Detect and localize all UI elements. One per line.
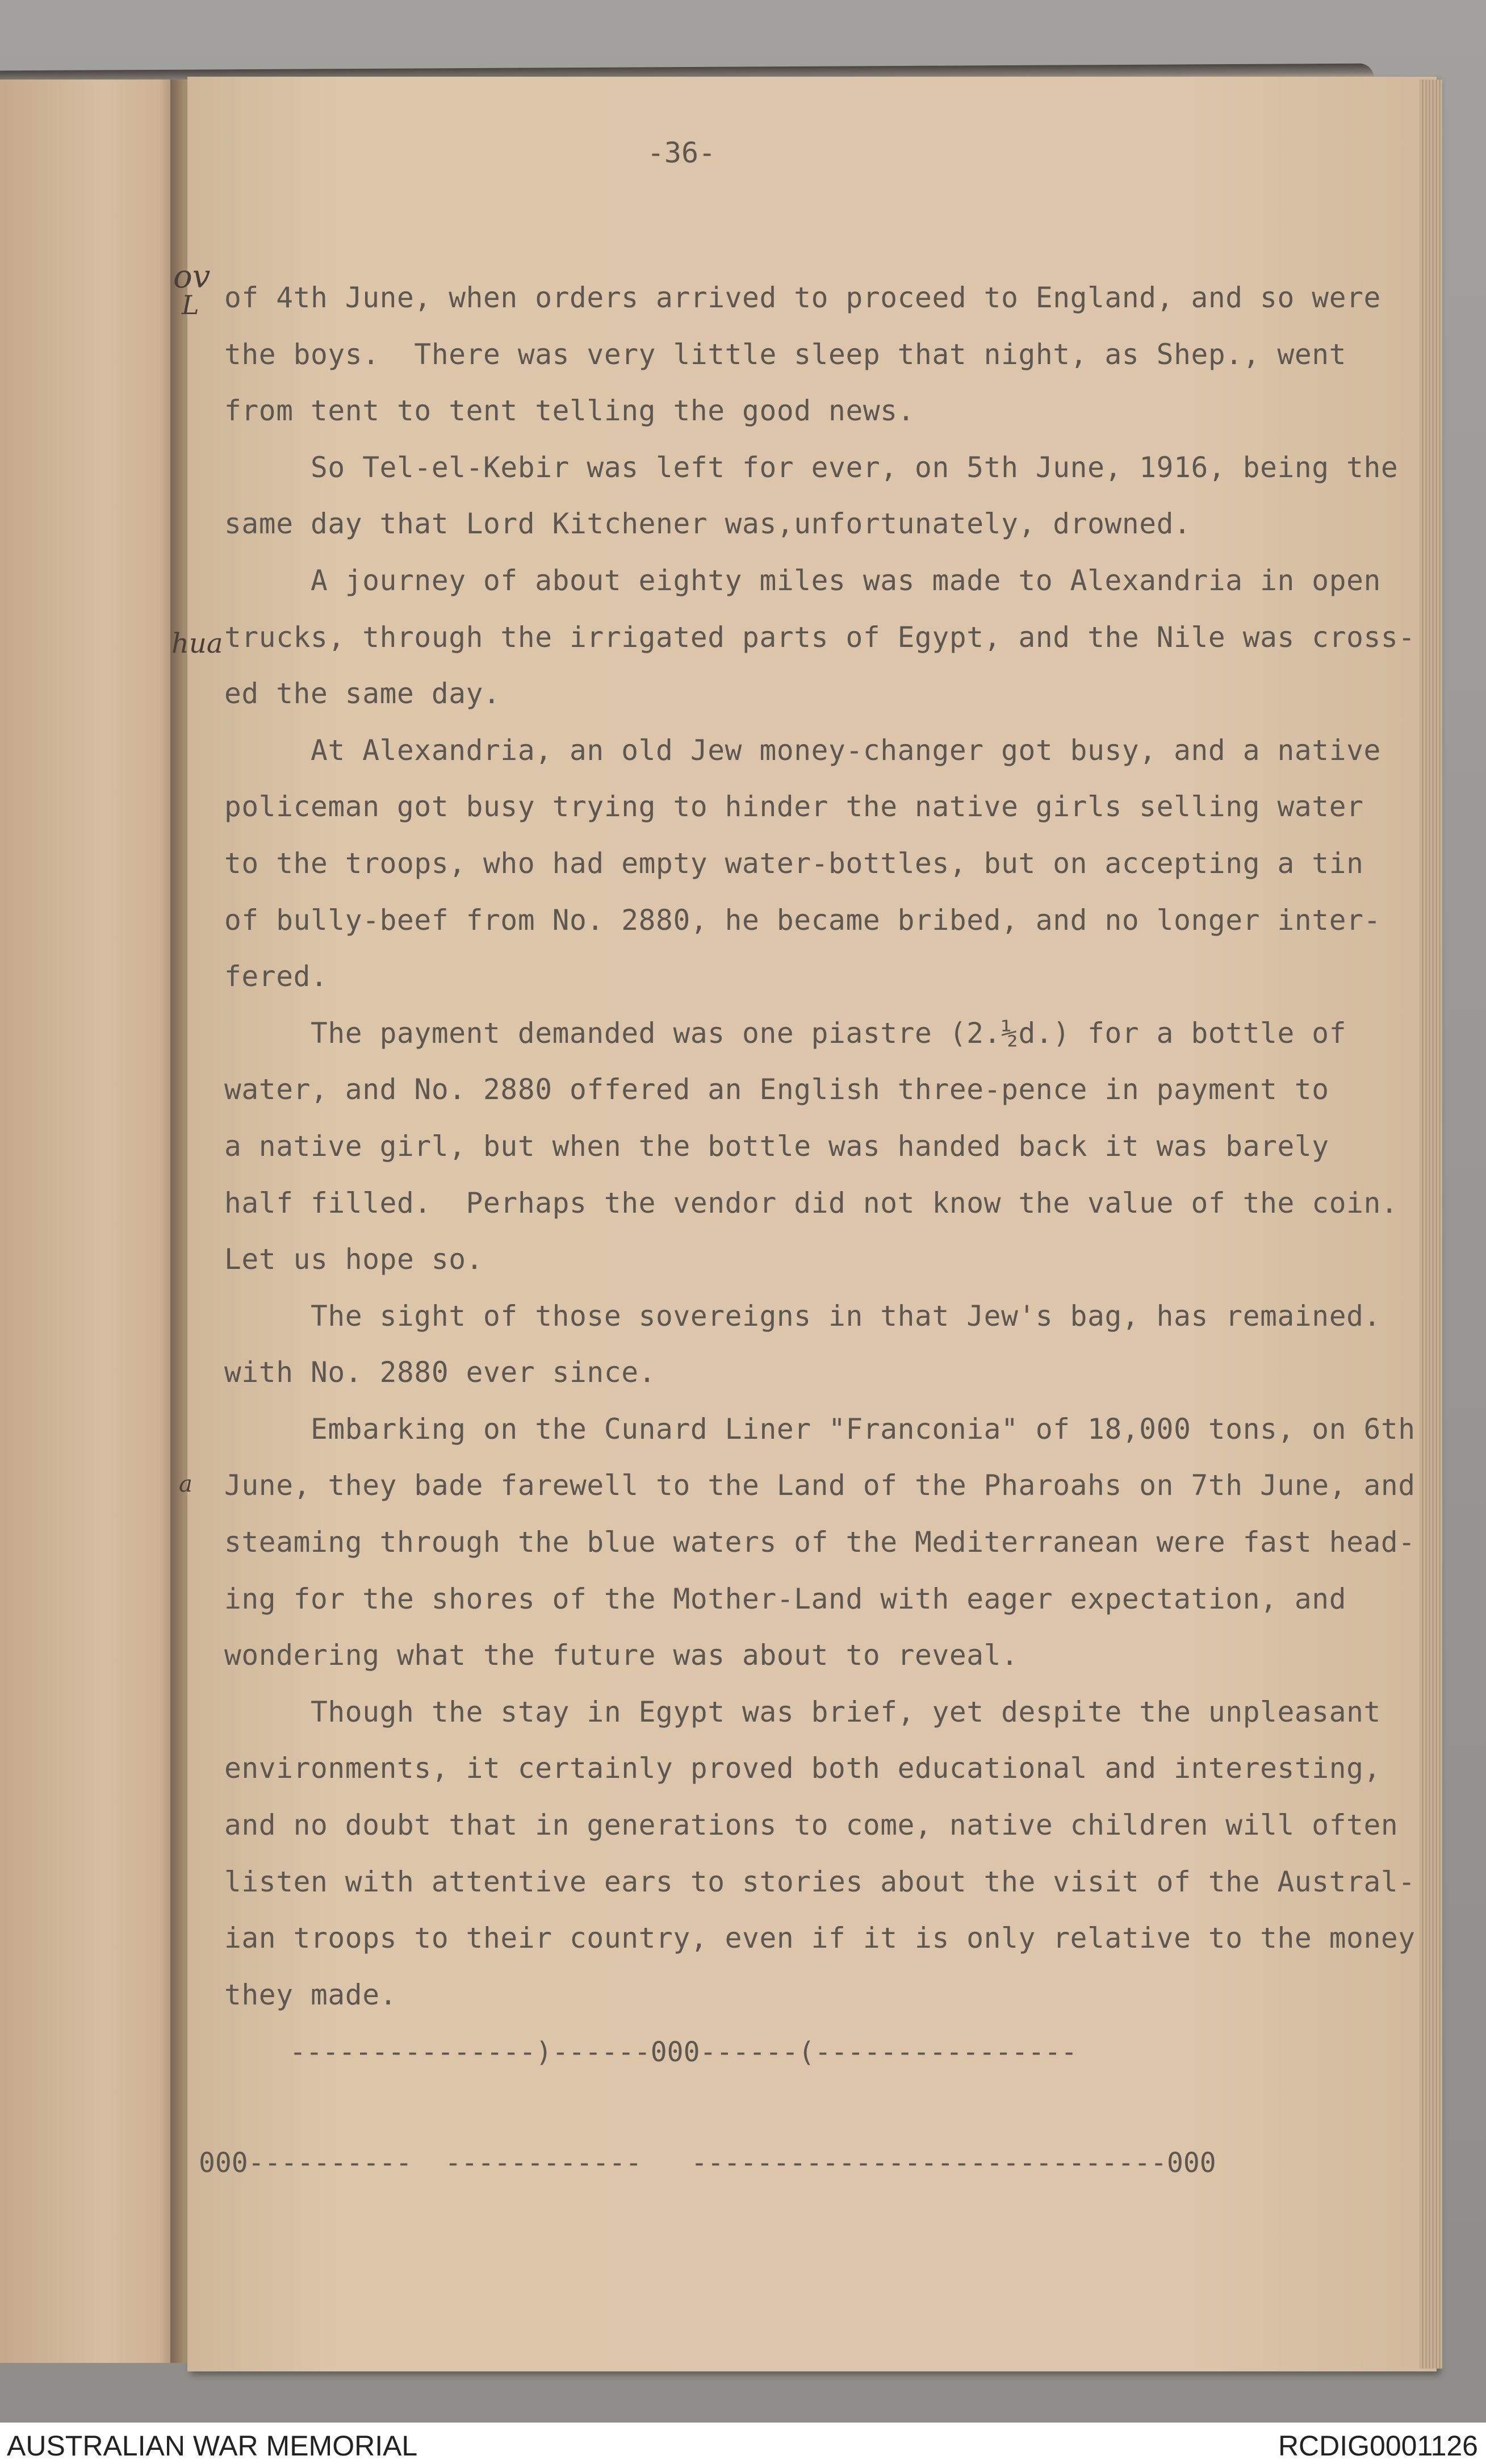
page-number: -36-	[647, 136, 716, 169]
text-line: a native girl, but when the bottle was handed back it was barely	[224, 1129, 1329, 1163]
text-line: half filled. Perhaps the vendor did not know the value of the coin.	[224, 1186, 1399, 1220]
text-line: ed the same day.	[224, 677, 501, 711]
left-page	[0, 80, 187, 2363]
text-line: and no doubt that in generations to come, native children will often	[224, 1809, 1399, 1842]
footer-institution: AUSTRALIAN WAR MEMORIAL	[7, 2430, 418, 2462]
text-line: policeman got busy trying to hinder the native girls selling water	[224, 790, 1364, 824]
text-line: water, and No. 2880 offered an English three-pence in payment to	[224, 1073, 1329, 1106]
text-line: wondering what the future was about to reveal.	[224, 1639, 1019, 1672]
page-stack-edge	[1420, 80, 1442, 2369]
text-line: of 4th June, when orders arrived to proceed to England, and so were	[224, 281, 1381, 314]
text-line: steaming through the blue waters of the Mediterranean were fast head-	[224, 1526, 1416, 1559]
text-line: listen with attentive ears to stories about the visit of the Austral-	[224, 1865, 1416, 1898]
text-line: June, they bade farewell to the Land of the Pharoahs on 7th June, and	[224, 1469, 1416, 1502]
text-line: The payment demanded was one piastre (2.½d.) for a bottle of	[224, 1016, 1347, 1050]
text-line: same day that Lord Kitchener was,unfortunately, drowned.	[224, 507, 1191, 541]
footer-bar	[0, 2423, 1486, 2464]
text-line: from tent to tent telling the good news.	[224, 394, 915, 428]
text-line: trucks, through the irrigated parts of Egypt, and the Nile was cross-	[224, 620, 1416, 654]
text-line: of bully-beef from No. 2880, he became bribed, and no longer inter-	[224, 903, 1381, 937]
text-line: with No. 2880 ever since.	[224, 1356, 656, 1389]
section-divider: ---------------)------000------(----------------	[290, 2036, 1078, 2068]
text-line: they made.	[224, 1978, 397, 2011]
end-divider: 000---------- ------------ -----------------------------000	[199, 2147, 1216, 2179]
text-line: ian troops to their country, even if it is only relative to the money	[224, 1922, 1416, 1955]
margin-note: ov	[173, 258, 211, 295]
text-line: environments, it certainly proved both educational and interesting,	[224, 1752, 1381, 1785]
text-line: Though the stay in Egypt was brief, yet despite the unpleasant	[224, 1695, 1381, 1728]
text-line: the boys. There was very little sleep that night, as Shep., went	[224, 337, 1347, 371]
footer-record-id: RCDIG0001126	[1278, 2430, 1478, 2462]
text-line: ing for the shores of the Mother-Land with eager expectation, and	[224, 1582, 1347, 1615]
text-line: The sight of those sovereigns in that Jew's bag, has remained.	[224, 1299, 1381, 1333]
margin-note: hua	[171, 628, 223, 659]
text-line: Let us hope so.	[224, 1243, 484, 1276]
margin-note: a	[179, 1471, 192, 1497]
typed-text-body	[224, 270, 1416, 2023]
text-line: to the troops, who had empty water-bottles, but on accepting a tin	[224, 846, 1364, 880]
text-line: So Tel-el-Kebir was left for ever, on 5th June, 1916, being the	[224, 450, 1399, 484]
margin-note: L	[182, 290, 199, 320]
text-line: Embarking on the Cunard Liner "Franconia" of 18,000 tons, on 6th	[224, 1412, 1416, 1446]
text-line: fered.	[224, 960, 328, 993]
text-line: A journey of about eighty miles was made to Alexandria in open	[224, 563, 1381, 597]
text-line: At Alexandria, an old Jew money-changer got busy, and a native	[224, 733, 1381, 767]
